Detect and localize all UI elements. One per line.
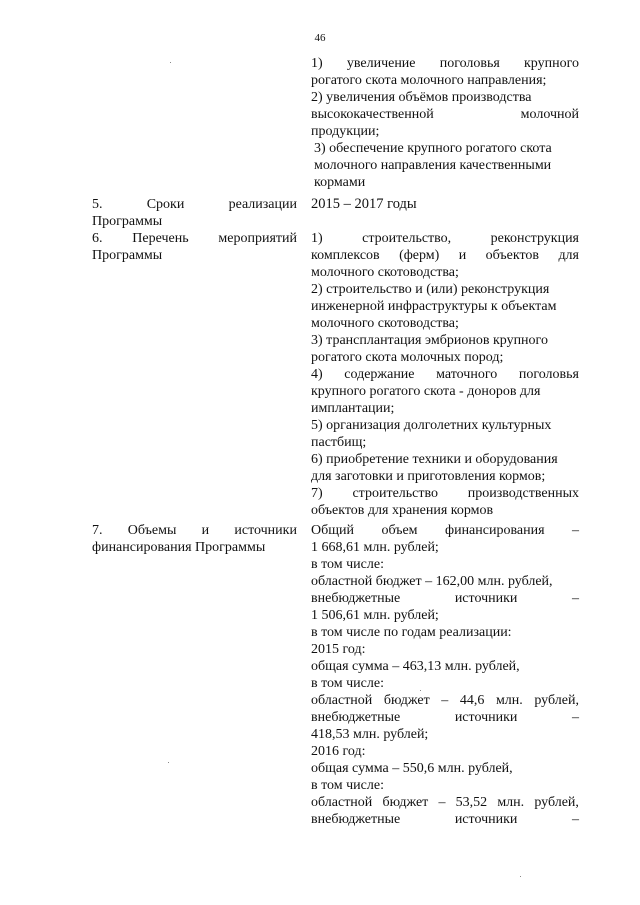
finance-line-word: – [571,523,579,538]
row5-label [92,196,297,230]
goal-line-word: поголовья [439,56,500,71]
page-number: 46 [314,32,326,44]
measure-line [311,349,579,366]
measure-line-word: производственных [467,486,579,501]
finance-line-word: 44,6 [459,693,485,708]
finance-line [311,641,579,658]
finance-line [311,658,579,675]
goal-line [311,106,579,123]
scan-speck [170,62,171,63]
row7-label [92,522,297,556]
finance-line [311,692,579,709]
finance-line-word: – [438,795,446,810]
measure-line [311,417,579,434]
finance-line-word: 418,53 млн. рублей; [311,727,429,742]
finance-line [311,675,579,692]
goals-text [311,55,579,191]
finance-line [311,794,579,811]
measure-line-word: объектов [485,248,540,263]
measures-list [311,230,579,519]
finance-line-word: источники [454,812,518,827]
row5-label-line2: Программы [92,214,163,229]
measure-line-word: 5) организация долголетних культурных [311,418,552,433]
goal-line-word: молочной [520,107,579,122]
measure-line [311,298,579,315]
goal-line [311,123,579,140]
finance-line [311,709,579,726]
measure-line-word: маточного [436,367,498,382]
measure-line-word: пастбищ; [311,435,367,450]
measure-line-word: реконструкция [490,231,579,246]
label-word: Перечень [132,231,189,246]
row7-label-line2: финансирования Программы [92,540,266,555]
measure-line [311,315,579,332]
finance-line-word: 2016 год: [311,744,366,759]
measure-line-word: 7) [311,486,323,501]
finance-line-word: источники [454,710,518,725]
finance-line [311,811,579,828]
measure-line-word: поголовья [518,367,579,382]
measure-line-word: для [558,248,579,263]
finance-line [311,726,579,743]
finance-line-word: объем [381,523,418,538]
measure-line-word: 3) трансплантация эмбрионов крупного [311,333,548,348]
measure-line-word: (ферм) [399,248,440,263]
finance-line-word: 1 668,61 млн. рублей; [311,540,439,555]
finance-line [311,743,579,760]
goal-line-word: 3) обеспечение крупного рогатого скота [314,141,552,156]
label-word: мероприятий [218,231,297,246]
goal-line-word: кормами [314,175,366,190]
measure-line [311,485,579,502]
finance-line [311,760,579,777]
finance-line [311,607,579,624]
finance-line-word: Общий [311,523,354,538]
scan-speck [168,762,169,763]
measure-line [311,264,579,281]
label-word: 6. [92,231,103,246]
measure-line-word: 1) [311,231,323,246]
measure-line-word: молочного скотоводства; [311,265,459,280]
goal-line-word: 1) [311,56,323,71]
goal-line [311,55,579,72]
finance-line-word: бюджет [383,693,430,708]
financing-text [311,522,579,828]
measure-line-word: имплантации; [311,401,395,416]
goal-line [311,174,579,191]
goal-line-word: 2) увеличения объёмов производства [311,90,532,105]
finance-line [311,624,579,641]
measure-line-word: строительство [352,486,438,501]
label-word: 7. [92,523,103,538]
label-word: Сроки [146,197,185,212]
row5-label-line1 [92,196,297,213]
measure-line [311,366,579,383]
finance-line-word: в том числе: [311,778,384,793]
goal-line [311,89,579,106]
finance-line [311,522,579,539]
finance-line-word: внебюджетные [311,812,401,827]
goal-line-word: увеличение [346,56,416,71]
finance-line-word: внебюджетные [311,591,401,606]
finance-line-word: областной [311,693,373,708]
measure-line-word: для заготовки и приготовления кормов; [311,469,546,484]
finance-line-word: – [571,591,579,606]
finance-line-word: общая сумма – 463,13 млн. рублей, [311,659,520,674]
finance-line-word: – [571,710,579,725]
measure-line [311,230,579,247]
measure-line-word: объектов для хранения кормов [311,503,494,518]
row6-label [92,230,297,264]
goal-line [311,140,579,157]
goal-line-word: рогатого скота молочного направления; [311,73,547,88]
finance-line-word: финансирования [445,523,545,538]
row7-label-line1 [92,522,297,539]
finance-line-word: общая сумма – 550,6 млн. рублей, [311,761,513,776]
label-word: и [201,523,210,538]
finance-line-word: рублей, [534,693,579,708]
finance-line-word: областной бюджет – 162,00 млн. рублей, [311,574,553,589]
row6-label-line2: Программы [92,248,163,263]
measure-line [311,434,579,451]
finance-line-word: в том числе по годам реализации: [311,625,512,640]
measure-line [311,247,579,264]
measure-line-word: комплексов [311,248,380,263]
row5-value [311,196,579,213]
scan-speck [420,690,421,691]
finance-line [311,590,579,607]
measure-line [311,383,579,400]
finance-line-word: – [571,812,579,827]
label-word: источники [234,523,297,538]
goal-line [311,72,579,89]
finance-line-word: 53,52 [455,795,488,810]
measure-line-word: молочного скотоводства; [311,316,459,331]
measure-line-word: рогатого скота молочных пород; [311,350,504,365]
finance-line [311,556,579,573]
measure-line [311,400,579,417]
goal-line [311,157,579,174]
finance-line-word: млн. [497,795,525,810]
finance-line [311,573,579,590]
row6-label-line1 [92,230,297,247]
finance-line-word: источники [454,591,518,606]
label-word: реализации [228,197,297,212]
finance-line-word: 2015 год: [311,642,366,657]
measure-line-word: крупного рогатого скота - доноров для [311,384,541,399]
finance-line-word: 1 506,61 млн. рублей; [311,608,439,623]
measure-line [311,451,579,468]
measure-line-word: и [458,248,467,263]
finance-line-word: бюджет [382,795,429,810]
goal-line-word: молочного направления качественными [314,158,552,173]
measure-line [311,502,579,519]
measure-line [311,468,579,485]
goal-line-word: высококачественной [311,107,434,122]
measure-line-word: 6) приобретение техники и оборудования [311,452,558,467]
finance-line-word: в том числе: [311,557,384,572]
measure-line [311,332,579,349]
measure-line-word: содержание [344,367,415,382]
measure-line-word: строительство, [362,231,452,246]
finance-line-word: внебюджетные [311,710,401,725]
measure-line [311,281,579,298]
scan-speck [520,876,521,877]
finance-line-word: в том числе: [311,676,384,691]
goal-line-word: продукции; [311,124,380,139]
measure-line-word: 4) [311,367,323,382]
finance-line-word: млн. [495,693,523,708]
label-word: Объемы [127,523,177,538]
label-word: 5. [92,197,103,212]
implementation-period: 2015 – 2017 годы [311,196,417,212]
goal-line-word: крупного [524,56,579,71]
finance-line [311,777,579,794]
finance-line [311,539,579,556]
measure-line-word: инженерной инфраструктуры к объектам [311,299,557,314]
measure-line-word: 2) строительство и (или) реконструкция [311,282,550,297]
finance-line-word: рублей, [534,795,579,810]
finance-line-word: областной [311,795,373,810]
finance-line-word: – [441,693,449,708]
